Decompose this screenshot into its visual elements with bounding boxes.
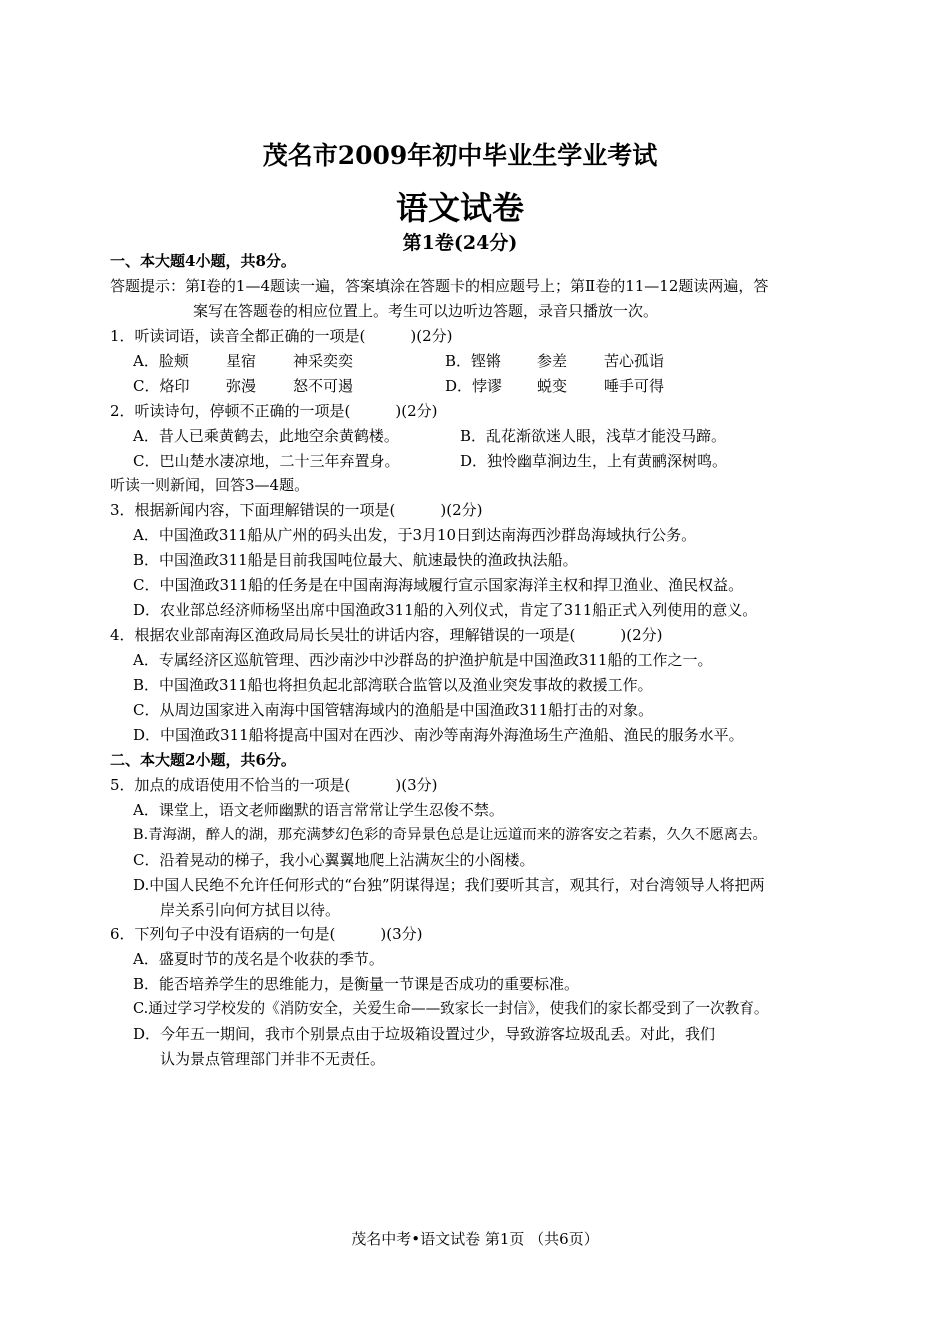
q6-option-c: C.通过学习学校发的《消防安全，关爱生命——致家长一封信》，使我们的家长都受到了一次教育。 [133,1000,769,1017]
q6-option-b: B．能否培养学生的思维能力，是衡量一节课是否成功的重要标准。 [133,975,580,993]
q2-option-c: C．巴山楚水凄凉地，二十三年弃置身。 [133,452,400,470]
q1-option-c-2: 弥漫 [226,377,257,395]
q4-stem: 4．根据农业部南海区渔政局局长吴壮的讲话内容，理解错误的一项是( )(2分) [110,626,663,644]
q4-option-c: C．从周边国家进入南海中国管辖海域内的渔船是中国渔政311船打击的对象。 [133,701,654,719]
answer-tip-line1: 答题提示：第Ⅰ卷的1—4题读一遍，答案填涂在答题卡的相应题号上；第Ⅱ卷的11—12题读两遍，答 [110,277,769,295]
q1-option-a-3: 神采奕奕 [293,352,354,370]
q2-option-b: B．乱花渐欲迷人眼，浅草才能没马蹄。 [460,427,727,445]
q3-option-c: C．中国渔政311船的任务是在中国南海海域履行宣示国家海洋主权和捍卫渔业、渔民权益。 [133,576,744,594]
q4-option-a: A．专属经济区巡航管理、西沙南沙中沙群岛的护渔护航是中国渔政311船的工作之一。 [133,651,713,669]
q5-option-b: B.青海湖，醉人的湖，那充满梦幻色彩的奇异景色总是让远道而来的游客安之若素，久久不愿离去。 [133,827,767,843]
q2-stem: 2．听读诗句，停顿不正确的一项是( )(2分) [110,402,438,420]
q3-stem: 3．根据新闻内容，下面理解错误的一项是( )(2分) [110,501,483,519]
news-intro: 听读一则新闻，回答3—4题。 [110,476,310,494]
q5-stem: 5．加点的成语使用不恰当的一项是( )(3分) [110,776,438,794]
q1-option-b-1: B．铿锵 [445,352,502,370]
answer-tip-line2: 案写在答题卷的相应位置上。考生可以边听边答题，录音只播放一次。 [193,302,659,320]
q5-option-a: A．课堂上，语文老师幽默的语言常常让学生忍俊不禁。 [133,801,504,819]
q6-stem: 6．下列句子中没有语病的一句是( )(3分) [110,925,423,943]
section1-heading: 一、本大题4小题，共8分。 [110,252,296,270]
q1-option-b-3: 苦心孤诣 [604,352,665,370]
q6-option-d-line2: 认为景点管理部门并非不无责任。 [160,1050,386,1068]
page-footer: 茂名中考•语文试卷 第1页 （共6页） [351,1230,599,1248]
q6-option-a: A．盛夏时节的茂名是个收获的季节。 [133,950,384,968]
q1-option-c-1: C．烙印 [133,377,190,395]
q3-option-d: D．农业部总经济师杨坚出席中国渔政311船的入列仪式，肯定了311船正式入列使用的意义。 [133,601,758,619]
q4-option-b: B．中国渔政311船也将担负起北部湾联合监管以及渔业突发事故的救援工作。 [133,676,653,694]
q6-option-d-line1: D．今年五一期间，我市个别景点由于垃圾箱设置过少，导致游客垃圾乱丢。对此，我们 [133,1025,716,1043]
q3-option-a: A．中国渔政311船从广州的码头出发，于3月10日到达南海西沙群岛海域执行公务。 [133,526,697,544]
q1-option-a-2: 星宿 [226,352,257,370]
q2-option-a: A．昔人已乘黄鹤去，此地空余黄鹤楼。 [133,427,399,445]
q5-option-d-line2: 岸关系引向何方拭目以待。 [160,901,341,919]
section2-heading: 二、本大题2小题，共6分。 [110,751,296,769]
q4-option-d: D．中国渔政311船将提高中国对在西沙、南沙等南海外海渔场生产渔船、渔民的服务水平。 [133,726,744,744]
subject-title: 语文试卷 [395,189,524,227]
q1-option-a-1: A．脸颊 [133,352,189,370]
q1-option-d-3: 唾手可得 [604,377,665,395]
volume-title: 第1卷(24分) [402,232,518,254]
q1-option-d-2: 蜕变 [537,377,568,395]
q1-option-d-1: D．悖谬 [445,377,503,395]
q5-option-c: C．沿着晃动的梯子，我小心翼翼地爬上沾满灰尘的小阁楼。 [133,851,535,869]
q1-option-c-3: 怒不可遏 [293,377,354,395]
q2-option-d: D．独怜幽草涧边生，上有黄鹂深树鸣。 [460,452,728,470]
q1-option-b-2: 参差 [537,352,568,370]
q5-option-d-line1: D.中国人民绝不允许任何形式的“台独”阴谋得逞；我们要听其言，观其行，对台湾领导人将把两 [133,876,765,894]
q3-option-b: B．中国渔政311船是目前我国吨位最大、航速最快的渔政执法船。 [133,551,578,569]
q1-stem: 1．听读词语，读音全都正确的一项是( )(2分) [110,327,453,345]
exam-title: 茂名市2009年初中毕业生学业考试 [262,141,658,170]
